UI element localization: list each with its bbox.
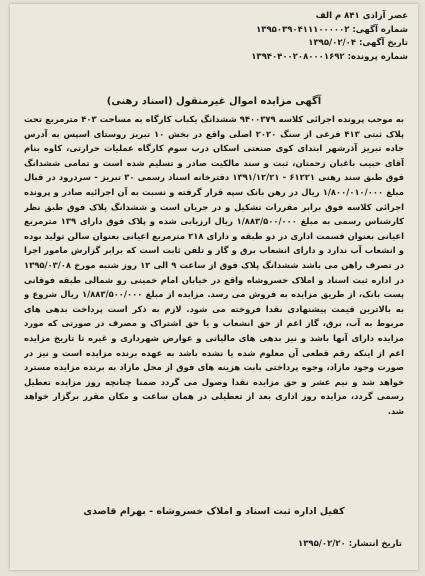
newspaper-clipping xyxy=(10,4,418,570)
issue-reference: عصر آزادی ۸۴۱ م الف xyxy=(315,11,408,21)
notice-title: آگهی مزایده اموال غیرمنقول (اسناد رهنی) xyxy=(106,96,322,107)
notice-body: به موجب پرونده اجرائی کلاسه ۹۴۰۰۳۷۹ ششدانگ یکباب کارگاه به مساحت ۴۰۳ مترمربع تحت پلاک ثبتی ۴۱۳ فرعی از سنگ ۲۰۲۰ اصلی واقع در بخش ۱۰ تبریز روستای اسپس به آدرس جاده تبریز آذرشهر ابتدای کوی صنعتی اسکان درب سوم کارگاه عملیات حرارتی، کاوه بنام آقای حبیب باغبان زحمتان، ثبت و سند مالکیت صادر و تسلیم شده است و تمامی ششدانگ فوق طبق سند رهنی ۶۱۲۲۱ - ۱۳۹۱/۱۲/۲۱ دفترخانه اسناد رسمی ۳۰ تبریز - سردرود در قبال مبلغ ۱/۸۰۰/۰۱۰/۰۰۰ ریال در رهن بانک سپه قرار گرفته و نسبت به آن اجرائیه صادر و پرونده اجرائی کلاسه فوق برابر مقررات تشکیل و در جریان است و ششدانگ پلاک فوق طبق نظر کارشناس رسمی به مبلغ ۱/۸۸۳/۵۰۰/۰۰۰ ریال ارزیابی شده و پلاک فوق دارای ۱۳۹ مترمربع اعیانی بعنوان قسمت اداری در دو طبقه و دارای ۲۱۸ مترمربع اعیانی بعنوان سالن تولید بوده و انشعاب آب ندارد و دارای انشعاب برق و گاز و تلفن ثابت است که برابر گزارش مامور اجرا در تصرف راهن می باشد ششدانگ پلاک فوق از ساعت ۹ الی ۱۲ روز شنبه مورخ ۱۳۹۵/۰۳/۰۸ در اداره ثبت اسناد و املاک خسروشاه واقع در خیابان امام خمینی رو شمالی طبقه فوقانی پست بانک، از طریق مزایده به فروش می رسد. مزایده از مبلغ ۱/۸۸۳/۵۰۰/۰۰۰ ریال شروع و به بالاترین قیمت پیشنهادی نقدا فروخته می شود. لازم به ذکر است پرداخت بدهی های مربوط به آب، برق، گاز اعم از حق انشعاب و یا حق اشتراک و مصرف در صورتی که مورد مزایده دارای آنها باشد و نیز بدهی های مالیاتی و عوارض شهرداری و غیره تا تاریخ مزایده اعم از اینکه رقم قطعی آن معلوم شده یا نشده باشد به عهده برنده مزایده است و نیز در صورت وجود مازاد، وجوه پرداختی بابت هزینه های فوق از محل مازاد به برنده مزایده مسترد خواهد شد و نیم عشر و حق مزایده نقدا وصول می گردد ضمنا چنانچه روز مزایده تعطیل رسمی گردد، مزایده روز اداری بعد از تعطیلی در همان ساعت و مکان مقرر برگزار خواهد شد. xyxy=(24,114,404,416)
notice-number: شماره آگهی: ۱۳۹۵۰۳۹۰۴۱۱۱۰۰۰۰۰۲ xyxy=(256,24,408,35)
notice-metadata xyxy=(108,10,408,64)
notice-date: تاریخ آگهی: ۱۳۹۵/۰۲/۰۴ xyxy=(308,38,408,48)
signature-line: کفیل اداره ثبت اسناد و املاک خسروشاه - بهرام قاصدی xyxy=(83,506,345,517)
case-number: شماره پرونده: ۱۳۹۴۰۴۰۰۲۰۸۰۰۰۱۶۹۲ xyxy=(251,51,408,62)
publish-date: تاریخ انتشار: ۱۳۹۵/۰۲/۲۰ xyxy=(298,539,402,549)
